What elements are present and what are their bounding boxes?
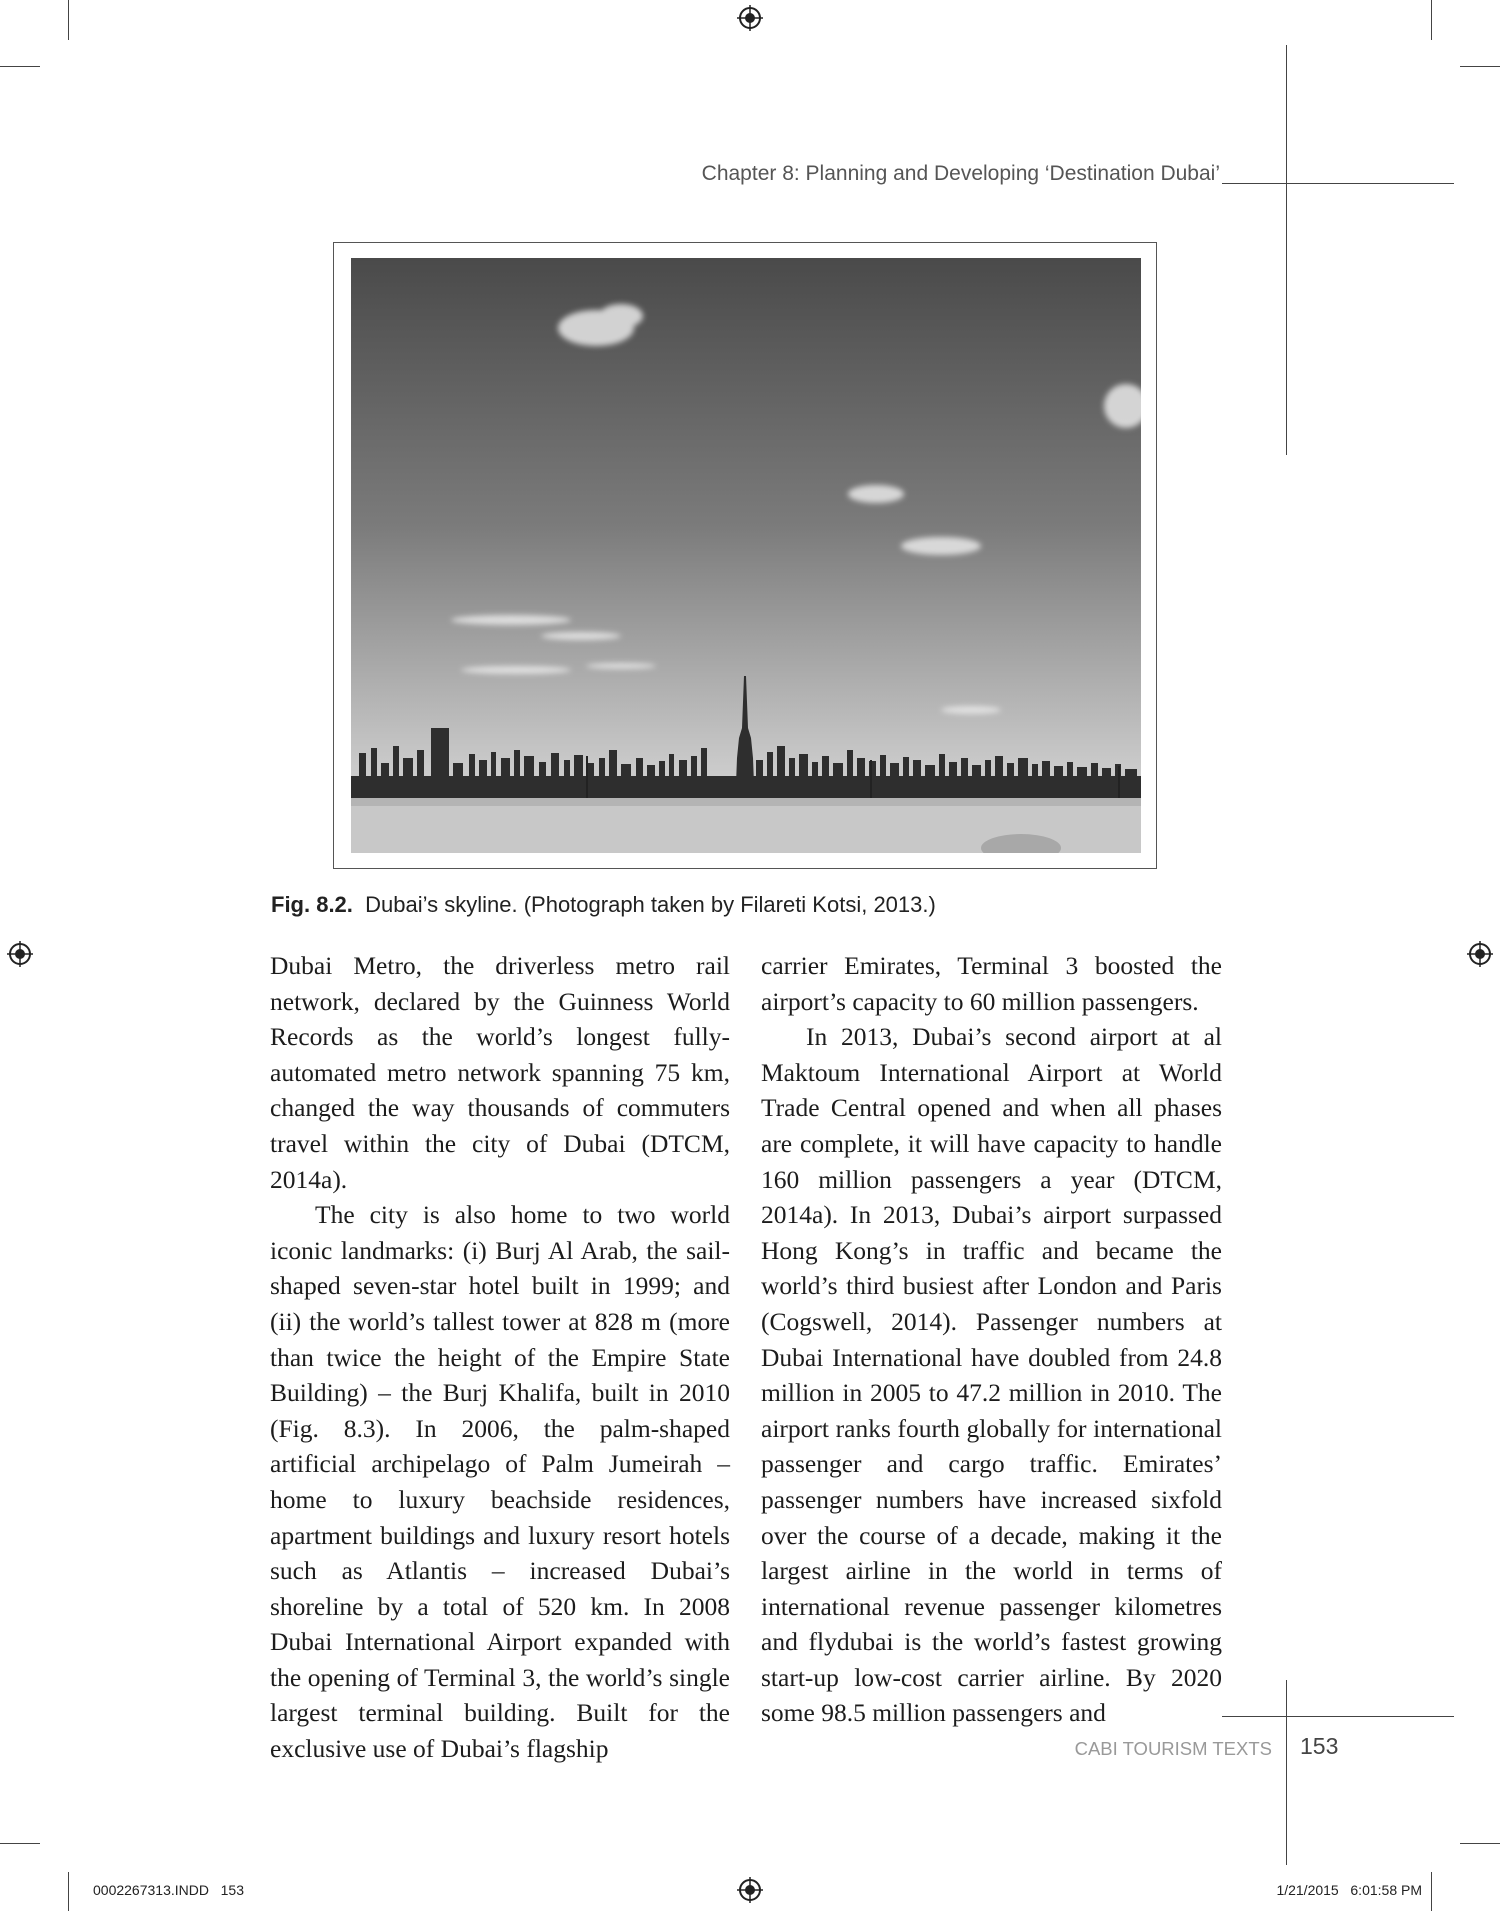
crop-mark [1431,0,1432,40]
body-column-right [761,948,1222,1731]
skyline-photo [351,258,1141,853]
body-column-left [270,948,730,1767]
crop-mark [1431,1872,1432,1911]
crop-mark [0,1843,40,1844]
running-head: Chapter 8: Planning and Developing ‘Destination Dubai’ [701,162,1220,185]
crop-mark [68,1872,69,1911]
page-number: 153 [1300,1733,1339,1759]
registration-mark-icon [737,1877,763,1903]
figure-caption-text: Dubai’s skyline. (Photograph taken by Filareti Kotsi, 2013.) [365,892,936,917]
figure-frame [333,242,1157,869]
footer-divider [1286,1728,1287,1776]
crop-mark [1460,1843,1500,1844]
series-title: CABI TOURISM TEXTS [1074,1738,1272,1759]
registration-mark-icon [737,5,763,31]
slug-timestamp: 1/21/2015 6:01:58 PM [1276,1882,1422,1898]
crop-mark [1460,66,1500,67]
slug-file-name: 0002267313.INDD 153 [93,1882,244,1898]
figure-label: Fig. 8.2. [271,892,353,917]
paragraph: The city is also home to two world iconic landmarks: (i) Burj Al Arab, the sail-shaped seven-star hotel built in 1999; and (ii) the world’s tallest tower at 828 m (more than twice the height of the Empire State Building) – the Burj Khalifa, built in 2010 (Fig. 8.3). In 2006, the palm-shaped artificial archipelago of Palm Jumeirah – home to luxury beachside residences, apartment buildings and luxury resort hotels such as Atlantis – increased Dubai’s shoreline by a total of 520 km. In 2008 Dubai International Airport expanded with the opening of Terminal 3, the world’s single largest terminal building. Built for the exclusive use of Dubai’s flagship [270,1200,730,1764]
margin-guide [1222,183,1454,184]
registration-mark-icon [1467,941,1493,967]
registration-mark-icon [7,941,33,967]
paragraph: Dubai Metro, the driverless metro rail network, declared by the Guinness World Records as the world’s longest fully-automated metro network spanning 75 km, changed the way thousands of commuters travel within the city of Dubai (DTCM, 2014a). [270,951,730,1194]
margin-guide [1286,45,1287,455]
crop-mark [0,66,40,67]
crop-mark [68,0,69,40]
paragraph: carrier Emirates, Terminal 3 boosted the airport’s capacity to 60 million passengers. [761,951,1222,1016]
paragraph: In 2013, Dubai’s second airport at al Maktoum International Airport at World Trade Central opened and when all phases are complete, it will have capacity to handle 160 million passengers a year (DTCM, 2014a). In 2013, Dubai’s airport surpassed Hong Kong’s in traffic and became the world’s third busiest after London and Paris (Cogswell, 2014). Passenger numbers at Dubai International have doubled from 24.8 million in 2005 to 47.2 million in 2010. The airport ranks fourth globally for international passenger and cargo traffic. Emirates’ passenger numbers have increased sixfold over the course of a decade, making it the largest airline in the world in terms of international revenue passenger kilometres and flydubai is the world’s fastest growing start-up low-cost carrier airline. By 2020 some 98.5 million passengers and [761,1022,1222,1728]
figure-caption [271,892,1171,918]
margin-guide [1222,1716,1454,1717]
